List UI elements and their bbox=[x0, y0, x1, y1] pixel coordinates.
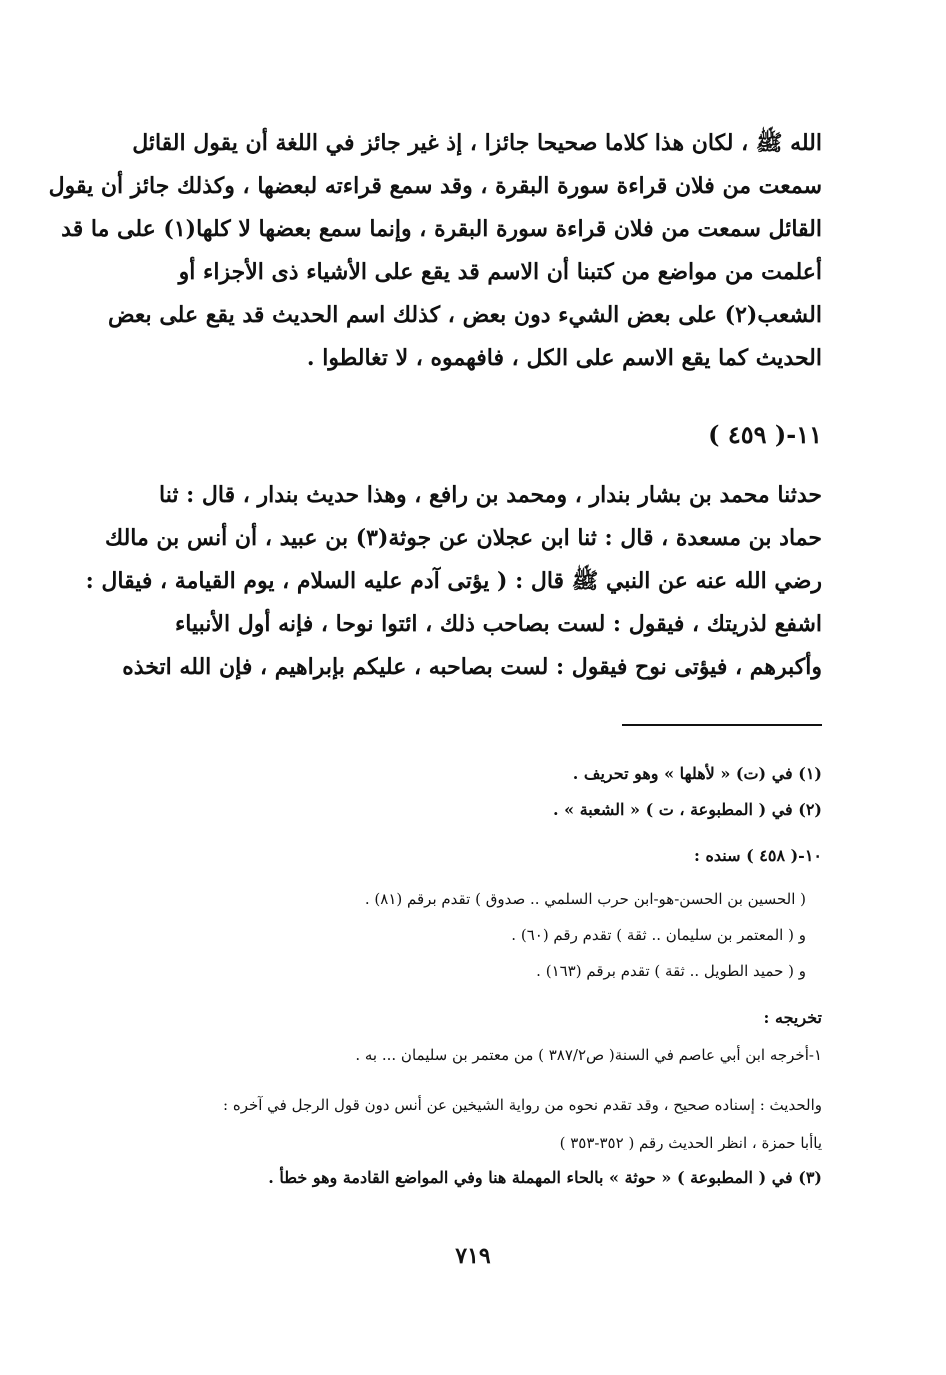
page-number: ٧١٩ bbox=[455, 1243, 491, 1269]
footnote-divider bbox=[622, 724, 822, 726]
takhrij-line: ١-أخرجه ابن أبي عاصم في السنة( ص٣٨٧/٢ ) من معتمر بن سليمان ... به . bbox=[355, 1046, 822, 1064]
hadith-paragraph bbox=[85, 474, 822, 689]
text-line: القائل سمعت من فلان قراءة سورة البقرة ، وإنما سمع بعضها لا كلها(١) على ما قد bbox=[61, 216, 822, 242]
isnad-line: و ( المعتمر بن سليمان .. ثقة ) تقدم رقم (٦٠) . bbox=[511, 926, 806, 944]
takhrij-heading: تخريجه : bbox=[763, 1008, 822, 1027]
isnad-line: و ( حميد الطويل .. ثقة ) تقدم برقم (١٦٣) . bbox=[536, 962, 806, 980]
text-line: أعلمت من مواضع من كتبنا أن الاسم قد يقع على الأشياء ذى الأجزاء أو bbox=[178, 259, 822, 285]
text-line: الله ﷺ ، لكان هذا كلاما صحيحا جائزا ، إذ غير جائز في اللغة أن يقول القائل bbox=[132, 130, 822, 156]
footnote-3: (٣) في ( المطبوعة ) « حوثة » بالحاء المهملة هنا وفي المواضع القادمة وهو خطأ . bbox=[268, 1168, 822, 1187]
text-line: حدثنا محمد بن بشار بندار ، ومحمد بن رافع ، وهذا حديث بندار ، قال : ثنا bbox=[158, 482, 822, 508]
text-line: رضي الله عنه عن النبي ﷺ قال : ( يؤتى آدم عليه السلام ، يوم القيامة ، فيقال : bbox=[85, 568, 822, 594]
hadith-note-line: والحديث : إسناده صحيح ، وقد تقدم نحوه من رواية الشيخين عن أنس دون قول الرجل في آخره : bbox=[223, 1096, 822, 1114]
text-line: حماد بن مسعدة ، قال : ثنا ابن عجلان عن جوثة(٣) بن عبيد ، أن أنس بن مالك bbox=[105, 525, 822, 551]
footnote-2: (٢) في ( المطبوعة ، ت ) « الشعبة » . bbox=[553, 800, 822, 819]
isnad-line: ( الحسين بن الحسن-هو-ابن حرب السلمي .. صدوق ) تقدم برقم (٨١) . bbox=[364, 890, 806, 908]
text-line: اشفع لذريتك ، فيقول : لست بصاحب ذلك ، ائتوا نوحا ، فإنه أول الأنبياء bbox=[174, 611, 822, 637]
text-line: الحديث كما يقع الاسم على الكل ، فافهموه ، لا تغالطوا . bbox=[306, 345, 822, 371]
text-line: وأكبرهم ، فيؤتى نوح فيقول : لست بصاحبه ، عليكم بإبراهيم ، فإن الله اتخذه bbox=[122, 654, 822, 680]
text-line: الشعب(٢) على بعض الشيء دون بعض ، كذلك اسم الحديث قد يقع على بعض bbox=[107, 302, 822, 328]
hadith-number-heading: ١١-( ٤٥٩ ) bbox=[708, 420, 822, 449]
footnote-1: (١) في (ت) « لأهلها » وهو تحريف . bbox=[572, 764, 822, 783]
text-line: سمعت من فلان قراءة سورة البقرة ، وقد سمع قراءته لبعضها ، وكذلك جائز أن يقول bbox=[48, 173, 822, 199]
main-paragraph bbox=[48, 122, 822, 380]
hadith-note-line: ياأبا حمزة ، انظر الحديث رقم ( ٣٥٢-٣٥٣ ) bbox=[559, 1134, 822, 1152]
isnad-heading: ١٠-( ٤٥٨ ) سنده : bbox=[694, 846, 822, 865]
